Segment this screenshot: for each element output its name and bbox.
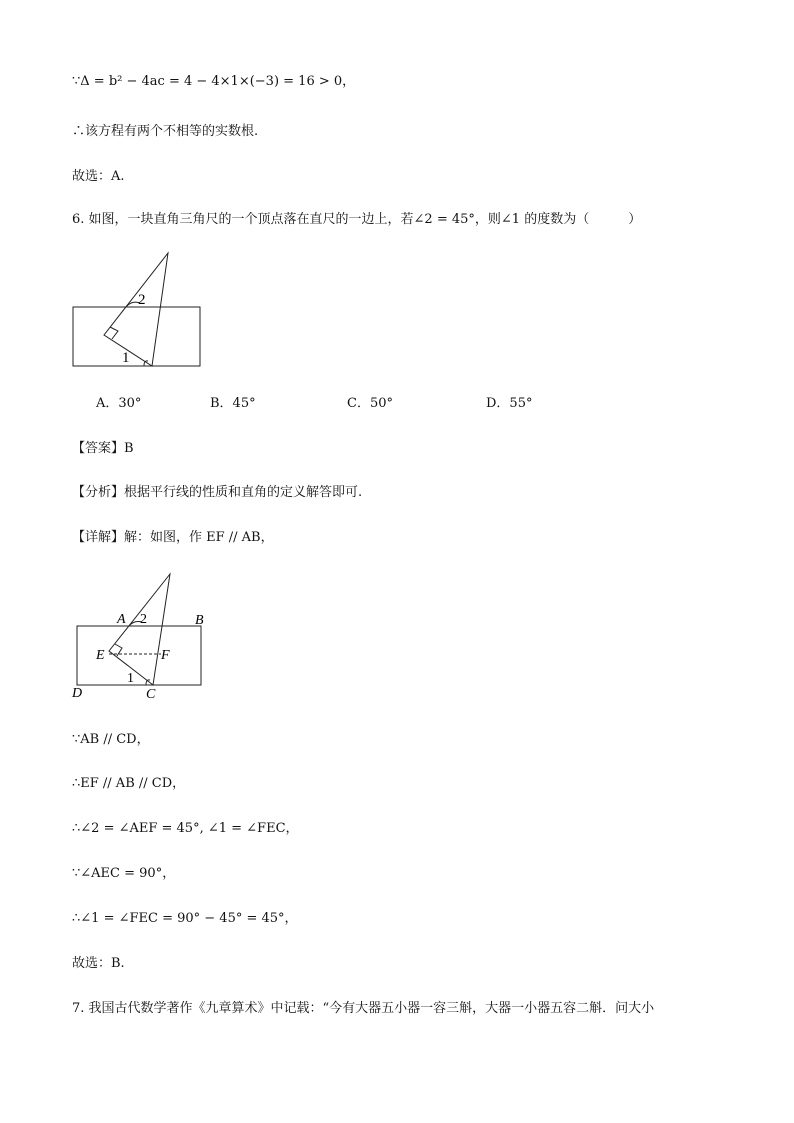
triangle-2 [109, 574, 170, 685]
choice-line-b: 故选：B. [72, 956, 125, 971]
choice-line: 故选：A. [72, 169, 125, 184]
label-E: E [96, 648, 105, 663]
label-angle-2-fig2: 2 [140, 612, 147, 627]
figure-ruler-triangle [66, 248, 216, 373]
option-a: A．30° [96, 396, 142, 411]
label-angle-2: 2 [138, 292, 146, 308]
right-angle-mark [110, 327, 118, 339]
analysis-line: 【分析】根据平行线的性质和直角的定义解答即可. [72, 485, 363, 500]
answer-line: 【答案】B [72, 441, 134, 456]
step-1: ∵AB // CD， [72, 732, 150, 747]
label-angle-1: 1 [122, 350, 130, 366]
option-c: C．50° [347, 396, 393, 411]
discriminant-line: ∵Δ = b² − 4ac = 4 − 4×1×(−3) = 16 > 0， [72, 74, 356, 89]
step-2: ∴EF // AB // CD， [72, 776, 186, 791]
label-A: A [117, 612, 126, 627]
question-7: 7. 我国古代数学著作《九章算术》中记载：“今有大器五小器一容三斛，大器一小器五容二斛．问大小 [72, 1001, 655, 1016]
question-6: 6. 如图，一块直角三角尺的一个顶点落在直尺的一边上，若∠2 = 45°，则∠1 的度数为（ ） [72, 212, 642, 227]
step-4: ∵∠AEC = 90°， [72, 866, 176, 881]
label-C: C [146, 687, 156, 702]
label-B: B [195, 613, 204, 628]
detail-line: 【详解】解：如图，作 EF // AB， [72, 530, 274, 545]
step-3: ∴∠2 = ∠AEF = 45°, ∠1 = ∠FEC， [72, 821, 299, 836]
step-5: ∴∠1 = ∠FEC = 90° − 45° = 45°， [72, 911, 298, 926]
label-angle-1-fig2: 1 [127, 671, 134, 686]
option-b: B．45° [210, 396, 256, 411]
conclusion-line: ∴该方程有两个不相等的实数根. [72, 124, 259, 139]
label-F: F [161, 648, 170, 663]
figure-solution [66, 568, 216, 703]
triangle [104, 253, 168, 366]
label-D: D [72, 686, 83, 701]
ruler-rect [73, 307, 200, 366]
option-d: D．55° [486, 396, 533, 411]
